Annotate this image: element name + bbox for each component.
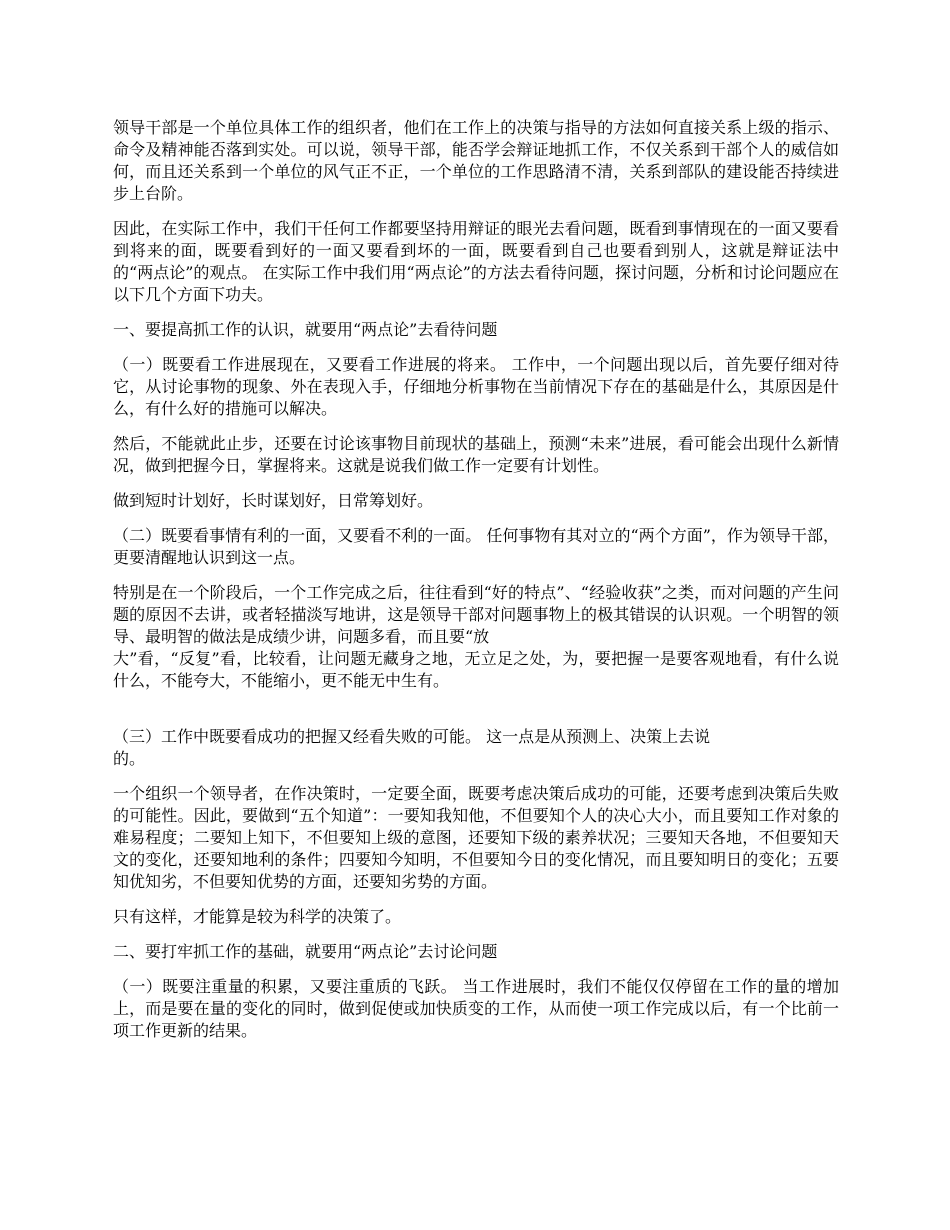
spacer — [113, 705, 839, 726]
document-body — [113, 117, 839, 1055]
subsection-1-3: （三）工作中既要看成功的把握又经看失败的可能。 这一点是从预测上、决策上去说 的。 — [113, 727, 711, 768]
subsection-1-2: （二）既要看事情有利的一面，又要看不利的一面。 任何事物有其对立的“两个方面”，作为领导干部，更要清醒地认识到这一点。 — [113, 526, 839, 567]
paragraph-planning: 做到短时计划好，长时谋划好，日常筹划好。 — [113, 491, 434, 510]
section-heading-2: 二、要打牢抓工作的基础，就要用“两点论”去讨论问题 — [113, 942, 498, 961]
subsection-2-1: （一）既要注重量的积累，又要注重质的飞跃。 当工作进展时，我们不能仅仅停留在工作的量的增加上，而是要在量的变化的同时，做到促使或加快质变的工作，从而使一项工作完成以后，有一个比前一项工作更新的结果。 — [113, 977, 839, 1040]
section-heading-1: 一、要提高抓工作的认识，就要用“两点论”去看待问题 — [113, 320, 498, 339]
paragraph-scientific-decision: 只有这样，才能算是较为科学的决策了。 — [113, 907, 402, 926]
paragraph-two-point-theory: 因此，在实际工作中，我们干任何工作都要坚持用辩证的眼光去看问题，既看到事情现在的一面又要看到将来的面，既要看到好的一面又要看到坏的一面，既要看到自己也要看到别人，这就是辩证法中的“两点论”的观点。 在实际工作中我们用“两点论”的方法去看待问题，探讨问题，分析和讨论问题应在以下几个方面下功夫。 — [113, 219, 839, 304]
subsection-1-1: （一）既要看工作进展现在，又要看工作进展的将来。 工作中，一个问题出现以后，首先要仔细对待它，从讨论事物的现象、外在表现入手，仔细地分析事物在当前情况下存在的基础是什么，其原因是什么，有什么好的措施可以解决。 — [113, 355, 839, 418]
paragraph-future: 然后，不能就此止步，还要在讨论该事物目前现状的基础上，预测“未来”进展，看可能会出现什么新情况，做到把握今日，掌握将来。这就是说我们做工作一定要有计划性。 — [113, 434, 839, 475]
paragraph-five-knowings: 一个组织一个领导者，在作决策时，一定要全面，既要考虑决策后成功的可能，还要考虑到决策后失败的可能性。因此，要做到“五个知道”：一要知我知他，不但要知个人的决心大小，而且要知工作对象的难易程度；二要知上知下，不但要知上级的意图，还要知下级的素养状况；三要知天各地，不但要知天文的变化，还要知地利的条件；四要知今知明，不但要知今日的变化情况，而且要知明日的变化；五要知优知劣，不但要知优势的方面，还要知劣势的方面。 — [113, 784, 839, 891]
paragraph-intro: 领导干部是一个单位具体工作的组织者，他们在工作上的决策与指导的方法如何直接关系上级的指示、命令及精神能否落到实处。可以说，领导干部，能否学会辩证地抓工作，不仅关系到干部个人的威信如何，而且还关系到一个单位的风气正不正，一个单位的工作思路清不清，关系到部队的建设能否持续进步上台阶。 — [113, 118, 839, 203]
paragraph-problems: 特别是在一个阶段后，一个工作完成之后，往往看到“好的特点”、“经验收获”之类，而对问题的产生问题的原因不去讲，或者轻描淡写地讲，这是领导干部对问题事物上的极其错误的认识观。一个明智的领导、最明智的做法是成绩少讲，问题多看，而且要“放 大”看，“反复”看，比较看，让问题无藏身之地，无立足之处，为，要把握一是要客观地看，有什么说什么，不能夸大，不能缩小，更不能无中生有。 — [113, 583, 839, 690]
